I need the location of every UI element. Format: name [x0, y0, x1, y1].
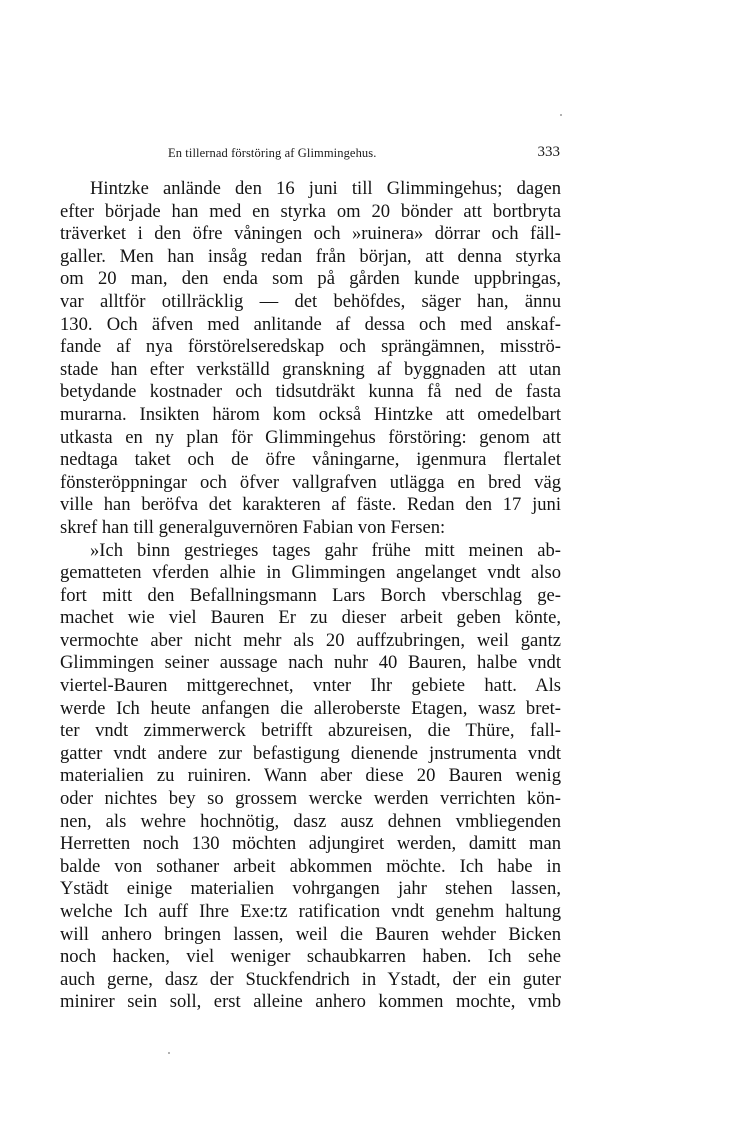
- text-line: will anhero bringen lassen, weil die Bauren wehder Bicken: [60, 923, 561, 945]
- text-line: 130. Och äfven med anlitande af dessa och med anskaf-: [60, 313, 561, 335]
- text-line: Herretten noch 130 möchten adjungiret werden, damitt man: [60, 833, 561, 855]
- text-line: fönsteröppningar och öfver vallgrafven utlägga en bred väg: [60, 471, 561, 493]
- text-line: stade han efter verkställd granskning af byggnaden att utan: [60, 358, 561, 380]
- text-line: gematteten vferden alhie in Glimmingen angelanget vndt also: [60, 562, 561, 584]
- text-line: galler. Men han insåg redan från början, att denna styrka: [60, 245, 561, 267]
- text-line: fort mitt den Befallningsmann Lars Borch vberschlag ge-: [60, 584, 561, 606]
- body-text: [60, 178, 561, 1014]
- running-title: En tillernad förstöring af Glimmingehus.: [168, 146, 377, 160]
- text-line: Hintzke anlände den 16 juni till Glimmingehus; dagen: [90, 178, 561, 199]
- text-line: murarna. Insikten härom kom också Hintzke att omedelbart: [60, 403, 561, 425]
- text-line: gatter vndt andere zur befastigung dienende jnstrumenta vndt: [60, 742, 561, 764]
- text-line: werde Ich heute anfangen die alleroberste Etagen, wasz bret-: [60, 697, 561, 719]
- text-line: ter vndt zimmerwerck betrifft abzureisen, die Thüre, fall-: [60, 720, 561, 742]
- text-line: nedtaga taket och de öfre våningarne, igenmura flertalet: [60, 449, 561, 471]
- text-line: betydande kostnader och tidsutdräkt kunna få ned de fasta: [60, 381, 561, 403]
- text-line: Glimmingen seiner aussage nach nuhr 40 Bauren, halbe vndt: [60, 652, 561, 674]
- text-line: om 20 man, den enda som på gården kunde uppbringas,: [60, 268, 561, 290]
- text-line: minirer sein soll, erst alleine anhero kommen mochte, vmb: [60, 991, 561, 1013]
- text-line: materialien zu ruiniren. Wann aber diese 20 Bauren wenig: [60, 765, 561, 787]
- text-line: viertel-Bauren mittgerechnet, vnter Ihr gebiete hatt. Als: [60, 675, 561, 697]
- paper-speck: [560, 114, 562, 116]
- text-line: var alltför otillräcklig — det behöfdes, säger han, ännu: [60, 290, 561, 312]
- text-line: welche Ich auff Ihre Exe:tz ratification vndt genehm haltung: [60, 901, 561, 922]
- text-line: nen, als wehre hochnötig, dasz ausz dehnen vmbliegenden: [60, 810, 561, 832]
- text-line: »Ich binn gestrieges tages gahr frühe mitt meinen ab-: [90, 539, 561, 561]
- paper-speck: [168, 1052, 170, 1054]
- text-line: ville han beröfva det karakteren af fäste. Redan den 17 juni: [60, 494, 561, 516]
- text-line: vermochte aber nicht mehr als 20 auffzubringen, weil gantz: [60, 629, 561, 651]
- running-head: [60, 146, 560, 166]
- text-line: utkasta en ny plan för Glimmingehus förstöring: genom att: [60, 426, 561, 448]
- text-line: machet wie viel Bauren Er zu dieser arbeit geben könte,: [60, 607, 561, 629]
- text-line: Ystädt einige materialien vohrgangen jahr stehen lassen,: [60, 878, 561, 900]
- text-line: auch gerne, dasz der Stuckfendrich in Ystadt, der ein guter: [60, 968, 561, 990]
- text-line: efter började han med en styrka om 20 bönder att bortbryta: [60, 200, 561, 222]
- text-line: balde von sothaner arbeit abkommen möchte. Ich habe in: [60, 855, 561, 877]
- page-number: 333: [537, 144, 560, 160]
- text-line: noch hacken, viel weniger schaubkarren haben. Ich sehe: [60, 946, 561, 968]
- text-line: oder nichtes bey so grossem wercke werden verrichten kön-: [60, 788, 561, 810]
- text-line: fande af nya förstörelseredskap och sprängämnen, misströ-: [60, 336, 561, 358]
- text-line: träverket i den öfre våningen och »ruinera» dörrar och fäll-: [60, 223, 561, 245]
- text-line: skref han till generalguvernören Fabian von Fersen:: [60, 516, 446, 538]
